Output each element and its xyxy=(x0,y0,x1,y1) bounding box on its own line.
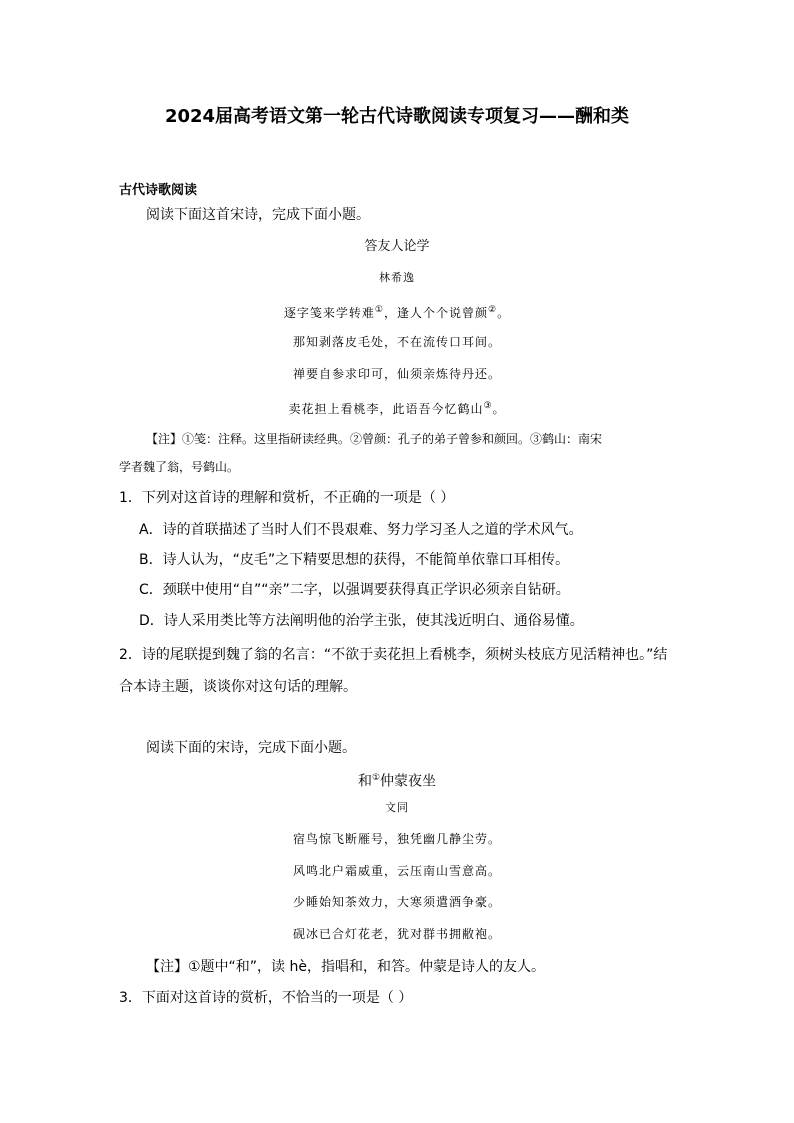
question-1-option-c: C．颈联中使用“自”“亲”二字，以强调要获得真正学识必须亲自钻研。 xyxy=(139,582,570,598)
verse-text: ，逢人个个说曾颜 xyxy=(383,306,488,320)
poem2-note: 【注】①题中“和”，读 hè，指唱和，和答。仲蒙是诗人的友人。 xyxy=(146,959,545,975)
question-2-line2: 合本诗主题，谈谈你对这句话的理解。 xyxy=(119,679,357,695)
poem2-line-2: 风鸣北户霜威重，云压南山雪意高。 xyxy=(292,864,501,878)
poem1-note-line1: 【注】①笺：注释。这里指研读经典。②曾颜：孔子的弟子曾参和颜回。③鹤山：南宋 xyxy=(146,432,603,446)
poem2-line-3: 少睡始知茶效力，大寒须遣酒争豪。 xyxy=(292,895,501,909)
question-1-option-b: B．诗人认为，“皮毛”之下精要思想的获得，不能简单依靠口耳相传。 xyxy=(139,552,570,568)
passage2-intro: 阅读下面的宋诗，完成下面小题。 xyxy=(146,740,356,756)
poem1-line-1 xyxy=(0,302,794,321)
question-1: 1．下列对这首诗的理解和赏析，不正确的一项是（ ） xyxy=(119,490,455,506)
poem2-line-1: 宿鸟惊飞断雁号，独凭幽几静尘劳。 xyxy=(292,832,501,846)
poem2-line-4: 砚冰已合灯花老，犹对群书拥敝袍。 xyxy=(292,927,501,941)
verse-punct: 。 xyxy=(492,402,506,416)
poem1-line-2: 那知剥落皮毛处，不在流传口耳间。 xyxy=(292,335,501,349)
verse-punct: 。 xyxy=(497,306,511,320)
poem1-title: 答友人论学 xyxy=(364,239,430,254)
poem2-title xyxy=(0,768,794,792)
document-title: 2024届高考语文第一轮古代诗歌阅读专项复习——酬和类 xyxy=(164,106,630,127)
question-1-option-d: D．诗人采用类比等方法阐明他的治学主张，使其浅近明白、通俗易懂。 xyxy=(139,613,584,629)
footnote-mark: ② xyxy=(488,305,498,315)
poem1-line-3: 禅要自参求印可，仙须亲炼待丹还。 xyxy=(292,367,501,381)
section-heading: 古代诗歌阅读 xyxy=(119,183,198,198)
passage1-intro: 阅读下面这首宋诗，完成下面小题。 xyxy=(146,207,370,223)
question-1-option-a: A．诗的首联描述了当时人们不畏艰难、努力学习圣人之道的学术风气。 xyxy=(139,522,583,538)
poem1-line-4 xyxy=(0,398,794,417)
footnote-mark: ③ xyxy=(483,401,493,411)
poem2-title-post: 仲蒙夜坐 xyxy=(380,773,437,790)
verse-text: 卖花担上看桃李，此语吾今忆鹤山 xyxy=(288,402,484,416)
verse-text: 逐字笺来学转难 xyxy=(283,306,375,320)
poem1-note-line2: 学者魏了翁，号鹤山。 xyxy=(119,460,240,474)
poem1-author: 林希逸 xyxy=(379,271,415,284)
footnote-mark: ① xyxy=(371,773,381,783)
poem2-author: 文同 xyxy=(385,801,409,814)
poem2-title-pre: 和 xyxy=(357,773,372,790)
question-3: 3．下面对这首诗的赏析，不恰当的一项是（ ） xyxy=(119,990,413,1006)
footnote-mark: ① xyxy=(374,305,384,315)
question-2-line1: 2．诗的尾联提到魏了翁的名言：“不欲于卖花担上看桃李，须树头枝底方见活精神也。”结 xyxy=(119,647,668,663)
